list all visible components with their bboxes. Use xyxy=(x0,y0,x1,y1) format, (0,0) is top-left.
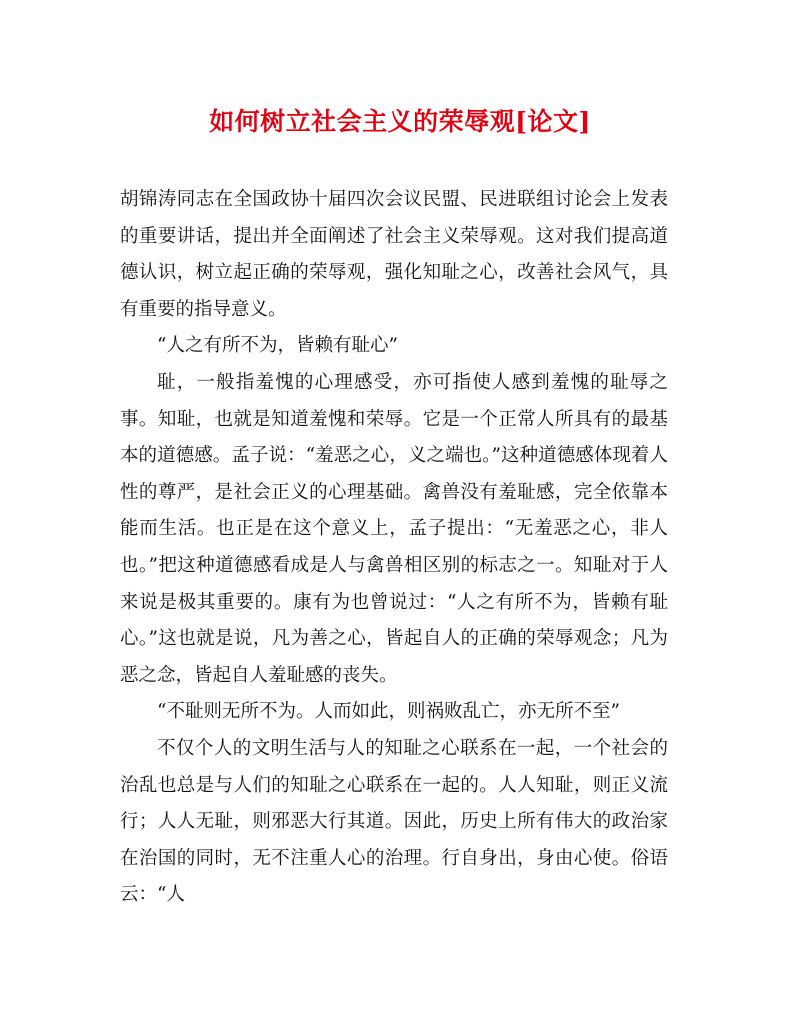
paragraph-social-order: 不仅个人的文明生活与人的知耻之心联系在一起，一个社会的治乱也总是与人们的知耻之心联系在一起的。人人知耻，则正义流行；人人无耻，则邪恶大行其道。因此，历史上所有伟大的政治家在治国的同时，无不注重人心的治理。行自身出，身由心使。俗语云：“人 xyxy=(120,737,668,906)
section-heading-1: “人之有所不为，皆赖有耻心” xyxy=(157,335,398,357)
document-title: 如何树立社会主义的荣辱观[论文] xyxy=(209,107,591,136)
document-body xyxy=(120,182,668,914)
section-heading-2: “不耻则无所不为。人而如此，则祸败乱亡，亦无所不至” xyxy=(157,701,620,723)
paragraph-intro: 胡锦涛同志在全国政协十届四次会议民盟、民进联组讨论会上发表的重要讲话，提出并全面阐述了社会主义荣辱观。这对我们提高道德认识，树立起正确的荣辱观，强化知耻之心，改善社会风气，具有重要的指导意义。 xyxy=(120,189,668,320)
paragraph-shame-definition: 耻，一般指羞愧的心理感受，亦可指使人感到羞愧的耻辱之事。知耻，也就是知道羞愧和荣辱。它是一个正常人所具有的最基本的道德感。孟子说：“羞恶之心，义之端也。”这种道德感体现着人性的尊严，是社会正义的心理基础。禽兽没有羞耻感，完全依靠本能而生活。也正是在这个意义上，孟子提出：“无羞恶之心，非人也。”把这种道德感看成是人与禽兽相区别的标志之一。知耻对于人来说是极其重要的。康有为也曾说过：“人之有所不为，皆赖有耻心。”这也就是说，凡为善之心，皆起自人的正确的荣辱观念；凡为恶之念，皆起自人羞耻感的丧失。 xyxy=(120,371,668,686)
